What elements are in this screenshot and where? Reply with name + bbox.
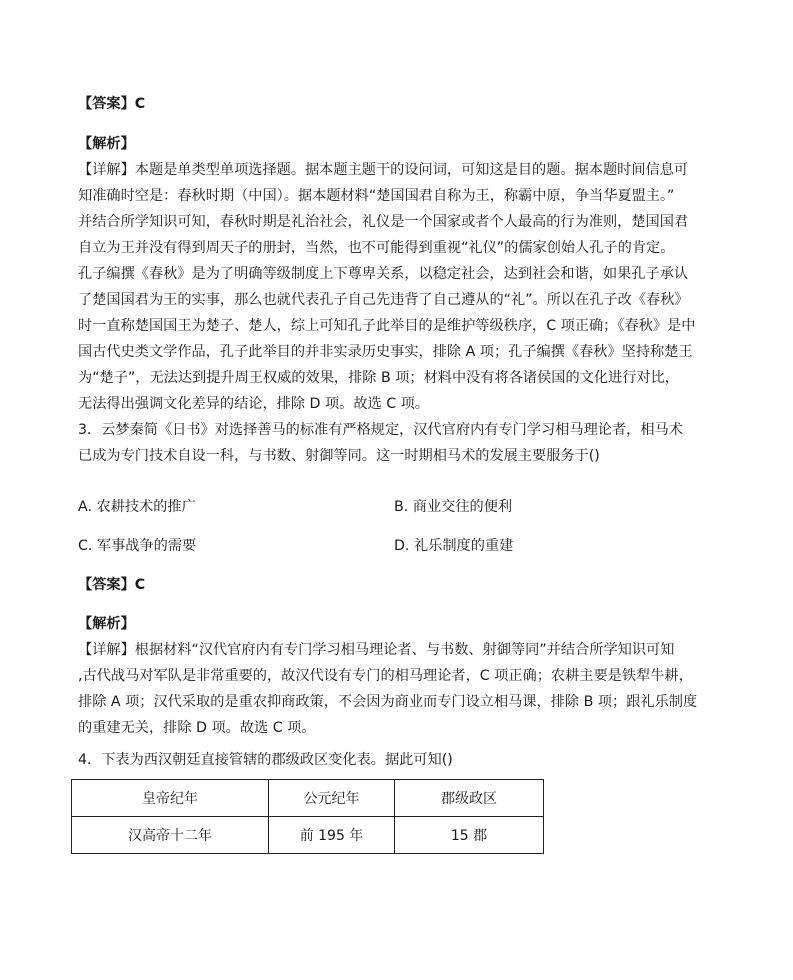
q3-analysis-label: 【解析】 [78,616,135,632]
q3-answer [78,575,145,595]
q2-detail-line: 孔子编撰《春秋》是为了明确等级制度上下尊卑关系，以稳定社会，达到社会和谐，如果孔子承认 [78,266,689,282]
q3-detail-line: 排除 A 项；汉代采取的是重农抑商政策，不会因为商业而专门设立相马课，排除 B 项；跟礼乐制度 [78,694,698,710]
q3-detail-line: ,古代战马对军队是非常重要的，故汉代设有专门的相马理论者，C 项正确；农耕主要是铁犁牛耕， [78,668,693,684]
q2-answer [78,94,145,114]
q2-analysis-label: 【解析】 [78,136,135,152]
q2-detail-line: 无法得出强调文化差异的结论，排除 D 项。故选 C 项。 [78,396,429,412]
table-header-cell: 皇帝纪年 [72,780,269,817]
table-cell: 前 195 年 [269,817,395,854]
q3-stem-line: 3．云梦秦简《日书》对选择善马的标准有严格规定，汉代官府内有专门学习相马理论者，相马术 [78,422,683,438]
q2-detail-line: 了楚国国君为王的实事，那么也就代表孔子自己先违背了自己遵从的“礼”。所以在孔子改《春秋》 [78,292,689,308]
table-cell: 汉高帝十二年 [72,817,269,854]
q2-detail-line: 知准确时空是：春秋时期（中国）。据本题材料“楚国国君自称为王，称霸中原，争当华夏盟主。” [78,188,675,204]
table-row [72,817,544,854]
q2-answer-value: C [134,96,146,112]
q2-detail-line: 【详解】本题是单类型单项选择题。据本题主题干的设问词，可知这是目的题。据本题时间信息可 [78,162,689,178]
q3-option-a: A. 农耕技术的推广 [78,499,196,515]
q3-option-d: D. 礼乐制度的重建 [394,538,514,554]
q3-detail-line: 的重建无关，排除 D 项。故选 C 项。 [78,720,316,736]
q4-table [71,779,544,854]
q3-option-c: C. 军事战争的需要 [78,538,197,554]
q3-answer-value: C [134,577,146,593]
table-header-cell: 公元纪年 [269,780,395,817]
q2-detail-line: 时一直称楚国国王为楚子、楚人，综上可知孔子此举目的是维护等级秩序，C 项正确；《春秋》是中 [78,318,696,334]
q3-stem-line: 已成为专门技术自设一科，与书数、射御等同。这一时期相马术的发展主要服务于() [78,448,600,464]
q2-answer-label: 【答案】 [78,96,135,112]
q2-detail-line: 自立为王并没有得到周天子的册封，当然，也不可能得到重视“礼仪”的儒家创始人孔子的肯定。 [78,240,675,256]
q2-detail-line: 为“楚子”，无法达到提升周王权威的效果，排除 B 项；材料中没有将各诸侯国的文化进行对比， [78,370,679,386]
q3-detail-line: 【详解】根据材料“汉代官府内有专门学习相马理论者、与书数、射御等同”并结合所学知识可知 [78,642,675,658]
q3-answer-label: 【答案】 [78,577,135,593]
q2-detail-line: 并结合所学知识可知，春秋时期是礼治社会，礼仪是一个国家或者个人最高的行为准则，楚国国君 [78,214,689,230]
q3-option-b: B. 商业交往的便利 [394,499,513,515]
q4-stem: 4．下表为西汉朝廷直接管辖的郡级政区变化表。据此可知() [78,752,453,768]
q2-detail-line: 国古代史类文学作品，孔子此举目的并非实录历史事实，排除 A 项；孔子编撰《春秋》坚持称楚王 [78,344,693,360]
table-header-row [72,780,544,817]
table-cell: 15 郡 [395,817,544,854]
table-header-cell: 郡级政区 [395,780,544,817]
